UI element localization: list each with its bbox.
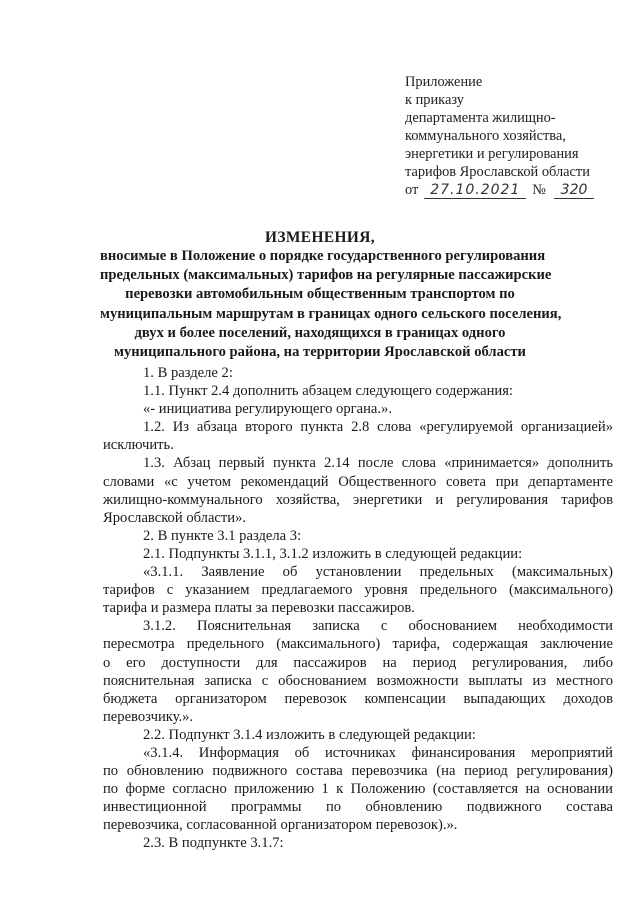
body-line: тарифа и размера платы за перевозки пассажиров.: [103, 600, 415, 617]
annex-line: департамента жилищно-: [405, 110, 556, 126]
body-line: инвестиционной программы по обновлению подвижного состава: [103, 799, 613, 816]
subtitle-line: муниципальным маршрутам в границах одного сельского поселения,: [100, 305, 562, 322]
handwritten-date: 27.10.2021: [424, 182, 526, 199]
body-line: 2.2. Подпункт 3.1.4 изложить в следующей редакции:: [143, 726, 476, 743]
body-line: 1.3. Абзац первый пункта 2.14 после слова «принимается» дополнить: [143, 455, 613, 472]
body-line: 1.2. Из абзаца второго пункта 2.8 слова «регулируемой организацией»: [143, 419, 613, 436]
body-line: бюджета организатором перевозок компенсации выпадающих доходов: [103, 690, 613, 707]
body-line: Ярославской области».: [103, 509, 247, 526]
document-title: ИЗМЕНЕНИЯ,: [264, 229, 376, 246]
subtitle-line: муниципального района, на территории Ярославской области: [114, 344, 526, 361]
subtitle-line: перевозки автомобильным общественным транспортом по: [125, 286, 515, 303]
body-line: перевозчику.».: [103, 708, 194, 725]
body-line: «3.1.4. Информация об источниках финансирования мероприятий: [143, 744, 613, 761]
body-line: 1. В разделе 2:: [143, 365, 233, 381]
body-line: «3.1.1. Заявление об установлении предельных (максимальных): [143, 564, 613, 581]
body-line: пересмотра предельного (максимального) тарифа, содержащая заключение: [103, 636, 613, 653]
handwritten-number: 320: [554, 182, 594, 199]
document-body: [103, 364, 613, 853]
body-line: по форме согласно приложению 1 к Положению (составляется на основании: [103, 781, 613, 798]
number-label: №: [532, 182, 547, 198]
annex-line: Приложение: [405, 74, 483, 90]
body-line: тарифов с указанием предлагаемого уровня предельного (максимального): [103, 582, 613, 599]
body-line: «- инициатива регулирующего органа.».: [143, 401, 392, 418]
body-line: о его доступности для пассажиров на период регулирования, либо: [103, 654, 613, 671]
body-line: 3.1.2. Пояснительная записка с обоснованием необходимости: [143, 618, 613, 635]
body-line: 2.1. Подпункты 3.1.1, 3.1.2 изложить в следующей редакции:: [143, 545, 523, 562]
body-line: словами «с учетом рекомендаций Общественного совета при департаменте: [103, 473, 613, 490]
body-line: перевозчика, согласованной организатором перевозок).».: [103, 817, 458, 834]
body-line: 1.1. Пункт 2.4 дополнить абзацем следующего содержания:: [143, 383, 513, 400]
body-line: 2.3. В подпункте 3.1.7:: [143, 835, 284, 852]
body-line: 2. В пункте 3.1 раздела 3:: [143, 527, 302, 544]
annex-line: энергетики и регулирования: [405, 146, 579, 162]
body-line: пояснительная записка с обоснованием возможности выплаты из местного: [103, 672, 613, 689]
document-subtitle: [100, 247, 562, 362]
order-date-number: [405, 181, 630, 199]
subtitle-line: предельных (максимальных) тарифов на регулярные пассажирские: [100, 267, 552, 284]
body-line: по обновлению подвижного состава перевозчика (на период регулирования): [103, 763, 613, 780]
annex-header: [405, 73, 630, 199]
body-line: жилищно-коммунального хозяйства, энергетики и регулирования тарифов: [103, 491, 613, 508]
annex-line: тарифов Ярославской области: [405, 164, 590, 180]
annex-line: коммунального хозяйства,: [405, 128, 566, 144]
body-line: исключить.: [103, 437, 174, 454]
from-label: от: [405, 182, 419, 198]
annex-line: к приказу: [405, 92, 464, 108]
subtitle-line: вносимые в Положение о порядке государственного регулирования: [100, 248, 546, 264]
subtitle-line: двух и более поселений, находящихся в границах одного: [134, 324, 506, 341]
